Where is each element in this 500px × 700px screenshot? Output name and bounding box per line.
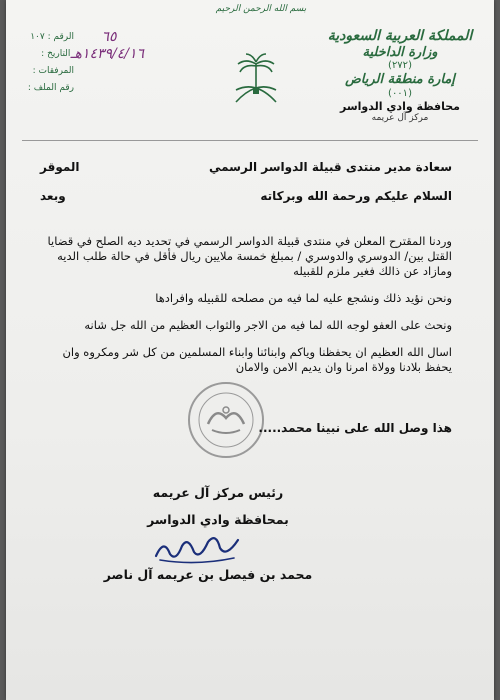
letter-body: [40, 160, 452, 375]
recipient: سعادة مدير منتدى قبيلة الدواسر الرسمي: [209, 160, 452, 174]
paragraph-2: ونحن نؤيد ذلك ونشجع عليه لما فيه من مصلحه للقبيله وافرادها: [155, 291, 452, 305]
attachments-label: المرفقات :: [32, 65, 74, 76]
paragraph-1: وردنا المقترح المعلن في منتدى قبيلة الدواسر الرسمي في تحديد ديه الصلح في قضايا القتل بين/ الدوسري والدوسري / بمبلغ خمسة ملايين ريال فأقل في حالة طلب الديه ومازاد عن ذالك فغير ملزم للقبيله: [47, 234, 452, 278]
center-name: مركز آل عريمه: [371, 113, 429, 124]
recipient-row: [40, 160, 452, 175]
greeting: السلام عليكم ورحمة الله وبركاته: [260, 189, 452, 203]
file-label: رقم الملف :: [27, 82, 74, 93]
ministry-letterhead: [320, 28, 480, 124]
official-seal-stamp: [186, 380, 266, 460]
signature-title-block: [118, 484, 318, 529]
basmala: بسم الله الرحمن الرحيم: [215, 4, 307, 14]
after-greeting: وبعد: [40, 189, 66, 203]
date-value: ١٤٣٩/٤/١٦هـ: [70, 45, 144, 62]
attachments-row: [24, 62, 144, 79]
date-row: [24, 45, 144, 62]
paragraph-3: ونحث على العفو لوجه الله لما فيه من الاجر والثواب العظيم من الله جل شانه: [84, 318, 452, 332]
signature-organization: بمحافظة وادي الدواسر: [147, 512, 289, 527]
letter-metadata: [24, 28, 144, 96]
closing-line: هذا وصل الله على نبينا محمد.....: [258, 421, 452, 435]
number-value: ٦٥: [101, 28, 117, 45]
emirate-name: إمارة منطقة الرياض: [345, 72, 455, 88]
handwritten-signature: [146, 528, 246, 568]
letter-page: [6, 0, 494, 700]
date-label: التاريخ :: [41, 48, 71, 59]
signer-name: محمد بن فيصل بن عريمه آل ناصر: [103, 567, 313, 582]
palm-swords-emblem-icon: [228, 50, 284, 110]
governorate-name: محافظة وادي الدواسر: [340, 99, 460, 113]
number-label: الرقم : ١٠٧: [30, 31, 74, 42]
emirate-code: (٠٠١): [388, 87, 412, 99]
ministry-name: وزارة الداخلية: [362, 44, 438, 60]
kingdom-name: المملكة العربية السعودية: [327, 28, 473, 44]
signature-title: رئيس مركز آل عريمه: [152, 485, 284, 500]
honorific: الموقر: [40, 160, 80, 174]
header-divider: [22, 140, 478, 141]
greeting-row: [40, 189, 452, 204]
ministry-code: (٢٧٢): [388, 60, 412, 72]
number-row: [24, 28, 144, 45]
paragraph-4: اسال الله العظيم ان يحفظنا وياكم وابنائنا وابناء المسلمين من كل شر ومكروه وان يحفظ بلادنا وولاة امرنا وان يديم الامن والامان: [62, 345, 452, 374]
file-row: [24, 79, 144, 96]
